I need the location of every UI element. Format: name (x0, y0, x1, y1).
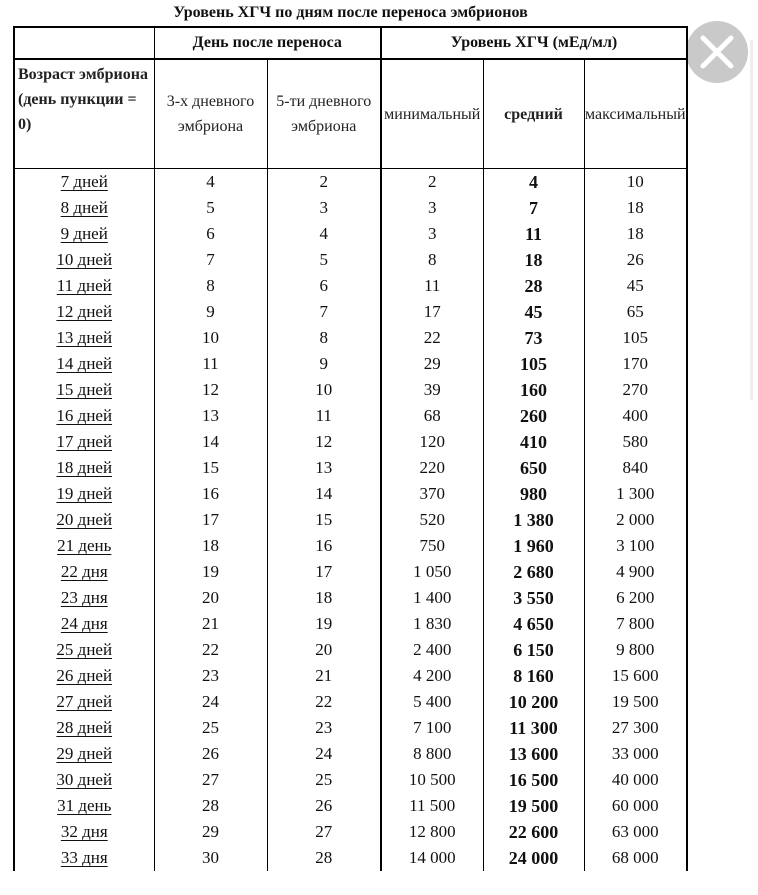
close-button[interactable] (686, 21, 748, 83)
cell-age: 8 дней (14, 195, 154, 221)
cell-3day: 6 (154, 221, 267, 247)
cell-min: 10 500 (381, 767, 483, 793)
cell-age: 27 дней (14, 689, 154, 715)
cell-min: 17 (381, 299, 483, 325)
column-header-5day: 5-ти дневного эмбриона (267, 59, 381, 169)
cell-5day: 19 (267, 611, 381, 637)
cell-avg: 24 000 (483, 845, 584, 871)
scroll-edge (750, 40, 753, 400)
table-row (14, 429, 687, 455)
cell-max: 2 000 (584, 507, 687, 533)
cell-age: 13 дней (14, 325, 154, 351)
cell-max: 19 500 (584, 689, 687, 715)
cell-max: 6 200 (584, 585, 687, 611)
table-row (14, 481, 687, 507)
cell-5day: 10 (267, 377, 381, 403)
cell-avg: 45 (483, 299, 584, 325)
group-header-blank (14, 27, 154, 59)
cell-avg: 10 200 (483, 689, 584, 715)
cell-min: 29 (381, 351, 483, 377)
cell-avg: 3 550 (483, 585, 584, 611)
cell-min: 520 (381, 507, 483, 533)
table-row (14, 507, 687, 533)
cell-min: 4 200 (381, 663, 483, 689)
column-header-age: Возраст эмбриона (день пункции = 0) (14, 59, 154, 169)
cell-age: 29 дней (14, 741, 154, 767)
cell-max: 400 (584, 403, 687, 429)
cell-min: 370 (381, 481, 483, 507)
cell-5day: 27 (267, 819, 381, 845)
cell-max: 65 (584, 299, 687, 325)
cell-age: 10 дней (14, 247, 154, 273)
cell-5day: 23 (267, 715, 381, 741)
cell-max: 26 (584, 247, 687, 273)
cell-5day: 4 (267, 221, 381, 247)
cell-3day: 28 (154, 793, 267, 819)
cell-avg: 650 (483, 455, 584, 481)
cell-3day: 23 (154, 663, 267, 689)
cell-5day: 22 (267, 689, 381, 715)
cell-max: 33 000 (584, 741, 687, 767)
cell-max: 18 (584, 221, 687, 247)
cell-max: 27 300 (584, 715, 687, 741)
cell-min: 14 000 (381, 845, 483, 871)
cell-max: 10 (584, 169, 687, 196)
cell-age: 33 дня (14, 845, 154, 871)
cell-5day: 15 (267, 507, 381, 533)
cell-3day: 14 (154, 429, 267, 455)
cell-avg: 1 960 (483, 533, 584, 559)
cell-3day: 24 (154, 689, 267, 715)
cell-avg: 160 (483, 377, 584, 403)
table-row (14, 195, 687, 221)
cell-avg: 73 (483, 325, 584, 351)
table-body (14, 169, 687, 872)
cell-avg: 4 (483, 169, 584, 196)
cell-min: 2 400 (381, 637, 483, 663)
cell-3day: 8 (154, 273, 267, 299)
cell-5day: 20 (267, 637, 381, 663)
column-header-min: минимальный (381, 59, 483, 169)
cell-3day: 4 (154, 169, 267, 196)
cell-5day: 28 (267, 845, 381, 871)
column-header-max: максимальный (584, 59, 687, 169)
cell-5day: 3 (267, 195, 381, 221)
cell-3day: 10 (154, 325, 267, 351)
cell-avg: 11 300 (483, 715, 584, 741)
cell-3day: 27 (154, 767, 267, 793)
cell-3day: 25 (154, 715, 267, 741)
cell-3day: 15 (154, 455, 267, 481)
cell-min: 8 (381, 247, 483, 273)
cell-5day: 6 (267, 273, 381, 299)
cell-min: 1 400 (381, 585, 483, 611)
table-row (14, 637, 687, 663)
table-row (14, 325, 687, 351)
cell-age: 28 дней (14, 715, 154, 741)
cell-min: 1 830 (381, 611, 483, 637)
cell-avg: 6 150 (483, 637, 584, 663)
cell-age: 31 день (14, 793, 154, 819)
table-row (14, 273, 687, 299)
table-row (14, 221, 687, 247)
cell-age: 16 дней (14, 403, 154, 429)
cell-max: 270 (584, 377, 687, 403)
table-row (14, 793, 687, 819)
cell-avg: 410 (483, 429, 584, 455)
cell-min: 1 050 (381, 559, 483, 585)
cell-age: 17 дней (14, 429, 154, 455)
cell-age: 20 дней (14, 507, 154, 533)
cell-5day: 5 (267, 247, 381, 273)
table-row (14, 455, 687, 481)
cell-5day: 24 (267, 741, 381, 767)
cell-5day: 18 (267, 585, 381, 611)
table-row (14, 351, 687, 377)
cell-age: 25 дней (14, 637, 154, 663)
cell-min: 2 (381, 169, 483, 196)
table-row (14, 533, 687, 559)
cell-min: 7 100 (381, 715, 483, 741)
table-row (14, 611, 687, 637)
column-header-3day: 3-х дневного эмбриона (154, 59, 267, 169)
cell-age: 14 дней (14, 351, 154, 377)
table-row (14, 819, 687, 845)
cell-5day: 25 (267, 767, 381, 793)
cell-age: 21 день (14, 533, 154, 559)
hcg-table (13, 0, 688, 871)
cell-5day: 2 (267, 169, 381, 196)
cell-3day: 21 (154, 611, 267, 637)
cell-5day: 17 (267, 559, 381, 585)
cell-min: 39 (381, 377, 483, 403)
cell-age: 30 дней (14, 767, 154, 793)
cell-max: 68 000 (584, 845, 687, 871)
cell-max: 840 (584, 455, 687, 481)
cell-min: 68 (381, 403, 483, 429)
cell-age: 9 дней (14, 221, 154, 247)
cell-age: 7 дней (14, 169, 154, 196)
cell-min: 12 800 (381, 819, 483, 845)
cell-avg: 260 (483, 403, 584, 429)
cell-5day: 13 (267, 455, 381, 481)
cell-5day: 7 (267, 299, 381, 325)
cell-min: 750 (381, 533, 483, 559)
cell-avg: 7 (483, 195, 584, 221)
cell-min: 3 (381, 195, 483, 221)
table-row (14, 247, 687, 273)
cell-3day: 22 (154, 637, 267, 663)
table-row (14, 715, 687, 741)
cell-3day: 26 (154, 741, 267, 767)
cell-5day: 8 (267, 325, 381, 351)
cell-3day: 7 (154, 247, 267, 273)
cell-3day: 19 (154, 559, 267, 585)
table-row (14, 403, 687, 429)
cell-avg: 28 (483, 273, 584, 299)
cell-max: 15 600 (584, 663, 687, 689)
cell-max: 7 800 (584, 611, 687, 637)
cell-min: 22 (381, 325, 483, 351)
cell-5day: 26 (267, 793, 381, 819)
cell-avg: 4 650 (483, 611, 584, 637)
cell-max: 9 800 (584, 637, 687, 663)
table-row (14, 689, 687, 715)
cell-3day: 18 (154, 533, 267, 559)
cell-avg: 980 (483, 481, 584, 507)
cell-age: 32 дня (14, 819, 154, 845)
cell-5day: 9 (267, 351, 381, 377)
cell-age: 19 дней (14, 481, 154, 507)
cell-min: 5 400 (381, 689, 483, 715)
table-row (14, 585, 687, 611)
cell-age: 24 дня (14, 611, 154, 637)
cell-3day: 29 (154, 819, 267, 845)
cell-avg: 13 600 (483, 741, 584, 767)
table-row (14, 377, 687, 403)
cell-max: 1 300 (584, 481, 687, 507)
cell-3day: 13 (154, 403, 267, 429)
cell-max: 18 (584, 195, 687, 221)
cell-5day: 11 (267, 403, 381, 429)
cell-max: 63 000 (584, 819, 687, 845)
cell-age: 11 дней (14, 273, 154, 299)
cell-min: 220 (381, 455, 483, 481)
cell-min: 120 (381, 429, 483, 455)
close-icon (686, 21, 748, 83)
cell-5day: 14 (267, 481, 381, 507)
cell-3day: 9 (154, 299, 267, 325)
cell-avg: 8 160 (483, 663, 584, 689)
column-header-avg: средний (483, 59, 584, 169)
table-row (14, 559, 687, 585)
cell-age: 15 дней (14, 377, 154, 403)
cell-5day: 12 (267, 429, 381, 455)
cell-min: 11 500 (381, 793, 483, 819)
cell-avg: 22 600 (483, 819, 584, 845)
cell-max: 4 900 (584, 559, 687, 585)
cell-avg: 1 380 (483, 507, 584, 533)
cell-age: 12 дней (14, 299, 154, 325)
table-row (14, 741, 687, 767)
cell-min: 11 (381, 273, 483, 299)
cell-3day: 17 (154, 507, 267, 533)
table-row (14, 299, 687, 325)
cell-avg: 19 500 (483, 793, 584, 819)
cell-age: 22 дня (14, 559, 154, 585)
table-row (14, 663, 687, 689)
cell-max: 580 (584, 429, 687, 455)
table-row (14, 169, 687, 196)
cell-5day: 21 (267, 663, 381, 689)
cell-avg: 11 (483, 221, 584, 247)
cell-3day: 5 (154, 195, 267, 221)
cell-3day: 30 (154, 845, 267, 871)
table-title: Уровень ХГЧ по дням после переноса эмбрионов (14, 0, 687, 27)
cell-max: 45 (584, 273, 687, 299)
cell-age: 18 дней (14, 455, 154, 481)
cell-age: 23 дня (14, 585, 154, 611)
cell-3day: 20 (154, 585, 267, 611)
cell-avg: 2 680 (483, 559, 584, 585)
cell-min: 3 (381, 221, 483, 247)
group-header-day-after: День после переноса (154, 27, 381, 59)
cell-3day: 16 (154, 481, 267, 507)
cell-avg: 18 (483, 247, 584, 273)
cell-max: 3 100 (584, 533, 687, 559)
table-row (14, 767, 687, 793)
cell-max: 60 000 (584, 793, 687, 819)
cell-avg: 16 500 (483, 767, 584, 793)
group-header-hcg-level: Уровень ХГЧ (мЕд/мл) (381, 27, 687, 59)
cell-max: 105 (584, 325, 687, 351)
cell-avg: 105 (483, 351, 584, 377)
cell-max: 40 000 (584, 767, 687, 793)
cell-age: 26 дней (14, 663, 154, 689)
cell-3day: 12 (154, 377, 267, 403)
cell-max: 170 (584, 351, 687, 377)
table-row (14, 845, 687, 871)
cell-3day: 11 (154, 351, 267, 377)
cell-5day: 16 (267, 533, 381, 559)
cell-min: 8 800 (381, 741, 483, 767)
